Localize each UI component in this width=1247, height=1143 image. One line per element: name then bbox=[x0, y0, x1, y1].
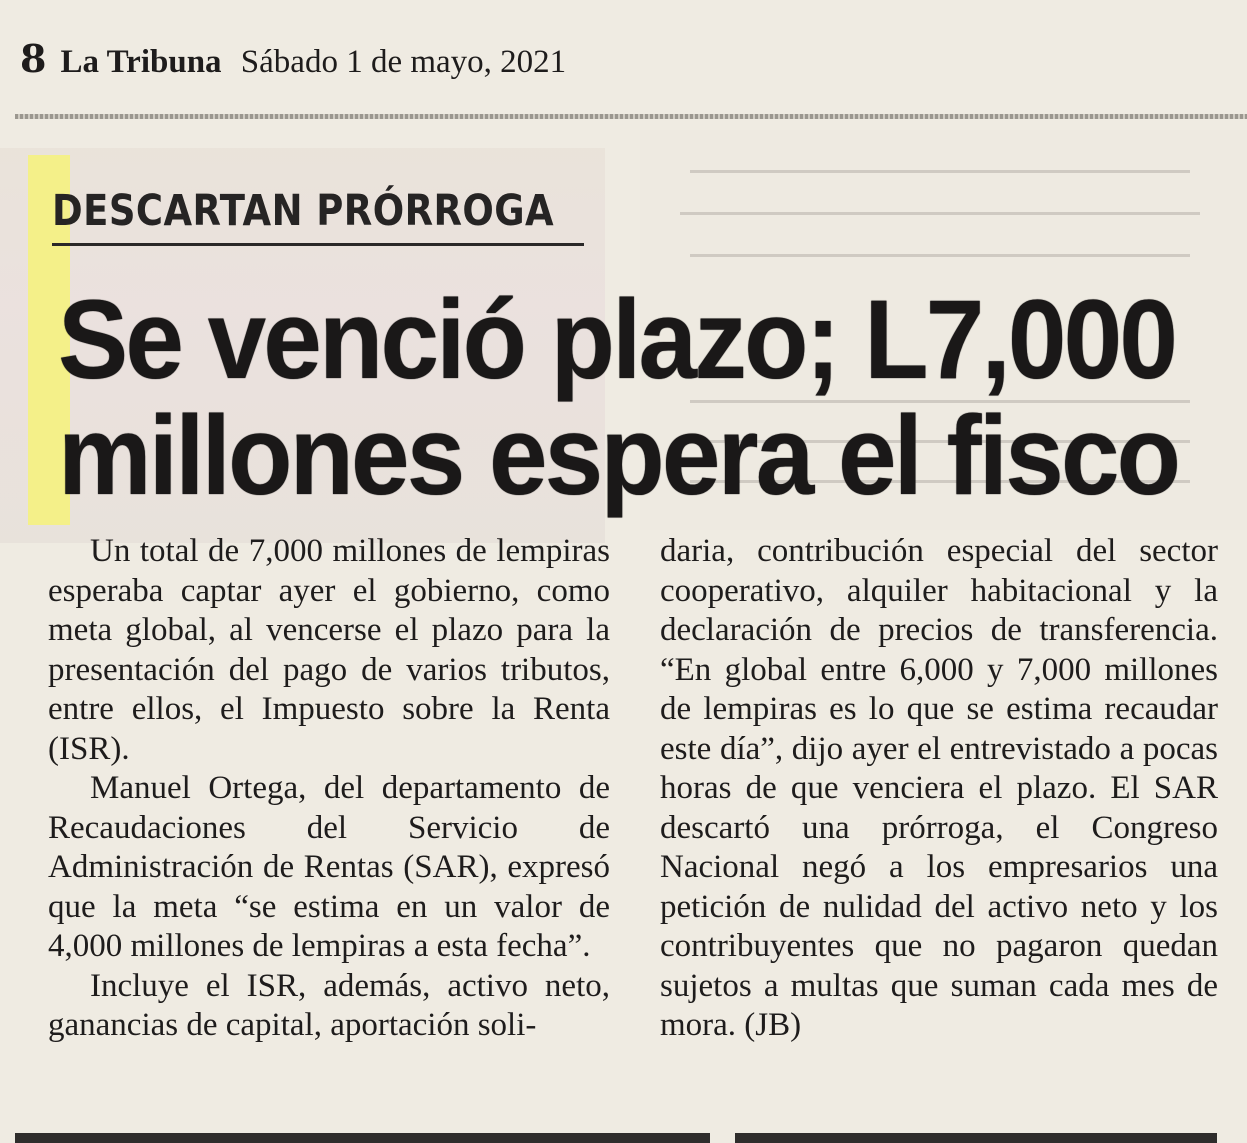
publication-name: La Tribuna bbox=[60, 44, 222, 80]
body-paragraph: Manuel Ortega, del departamento de Recaudaciones del Servicio de Administración de Rentas (SAR), expresó que la meta “se estima en un valor de 4,000 millones de lempiras a esta fecha”. bbox=[48, 770, 610, 964]
body-paragraph: daria, contribución especial del sector cooperativo, alquiler habitacional y la declaración de precios de transferencia. “En global entre 6,000 y 7,000 millones de lempiras es lo que se estima recaudar este día”, dijo ayer el entrevistado a pocas horas de que venciera el plazo. El SAR descartó una prórroga, el Congreso Nacional negó a los empresarios una petición de nulidad del activo neto y los contribuyentes que no pagaron quedan sujetos a multas que suman cada mes de mora. (JB) bbox=[660, 533, 1218, 1043]
article-headline bbox=[58, 277, 1179, 518]
headline-line-1: Se venció plazo; L7,000 bbox=[58, 277, 1176, 402]
body-paragraph: Un total de 7,000 millones de lempiras esperaba captar ayer el gobierno, como meta global, al vencerse el plazo para la presentación del pago de varios tributos, entre ellos, el Impuesto sobre la Renta (ISR). bbox=[48, 533, 610, 767]
publication-date: Sábado 1 de mayo, 2021 bbox=[240, 44, 567, 80]
header-rule bbox=[15, 114, 1247, 119]
bleed-line bbox=[680, 212, 1200, 215]
body-column-left bbox=[48, 532, 610, 1046]
bleed-line bbox=[690, 254, 1190, 257]
bottom-divider bbox=[15, 1133, 710, 1143]
kicker-underline bbox=[52, 243, 584, 246]
bottom-divider bbox=[735, 1133, 1217, 1143]
article-kicker: DESCARTAN PRÓRROGA bbox=[52, 186, 555, 236]
page-header bbox=[20, 36, 566, 81]
body-paragraph: Incluye el ISR, además, activo neto, ganancias de capital, aportación soli- bbox=[48, 967, 610, 1043]
bleed-line bbox=[690, 170, 1190, 173]
body-column-right bbox=[660, 532, 1218, 1046]
page-number: 8 bbox=[20, 36, 47, 81]
headline-line-2: millones espera el fisco bbox=[58, 393, 1179, 518]
